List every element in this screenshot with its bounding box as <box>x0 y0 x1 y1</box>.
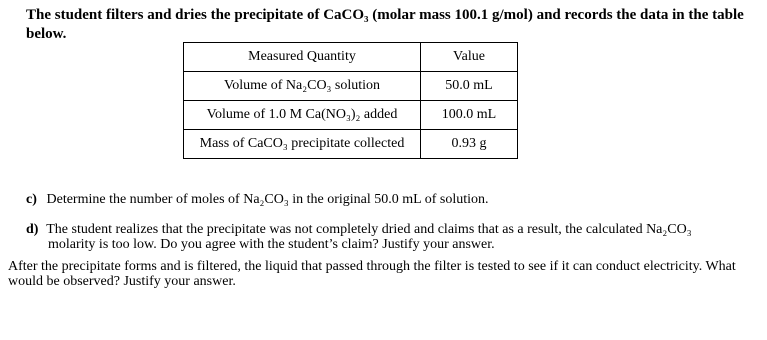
question-d-line2: molarity is too low. Do you agree with the student’s claim? Justify your answer. <box>48 237 495 252</box>
table-row <box>184 72 518 101</box>
table-header-row <box>184 43 518 72</box>
question-c-text: Determine the number of moles of Na₂CO₃ in the original 50.0 mL of solution. <box>46 192 489 207</box>
header-measured-quantity: Measured Quantity <box>184 43 421 72</box>
row-quantity: Volume of 1.0 M Ca(NO₃)₂ added <box>184 101 421 130</box>
question-d <box>26 222 761 252</box>
row-value: 50.0 mL <box>421 72 518 101</box>
question-c-label: c) <box>26 192 37 207</box>
question-d-line1: The student realizes that the precipitate was not completely dried and claims that as a result, the calculated Na₂CO₃ <box>46 222 692 237</box>
problem-intro: The student filters and dries the precipitate of CaCO₃ (molar mass 100.1 g/mol) and records the data in the table below. <box>26 7 744 42</box>
row-value: 100.0 mL <box>421 101 518 130</box>
question-d-label: d) <box>26 222 39 237</box>
table-row <box>184 130 518 159</box>
row-quantity: Mass of CaCO₃ precipitate collected <box>184 130 421 159</box>
row-value: 0.93 g <box>421 130 518 159</box>
row-quantity: Volume of Na₂CO₃ solution <box>184 72 421 101</box>
header-value: Value <box>421 43 518 72</box>
table-row <box>184 101 518 130</box>
data-table <box>183 42 518 159</box>
question-c <box>26 192 489 207</box>
followup-question: After the precipitate forms and is filtered, the liquid that passed through the filter is tested to see if it can conduct electricity. What would be observed? Justify your answer. <box>8 259 736 289</box>
